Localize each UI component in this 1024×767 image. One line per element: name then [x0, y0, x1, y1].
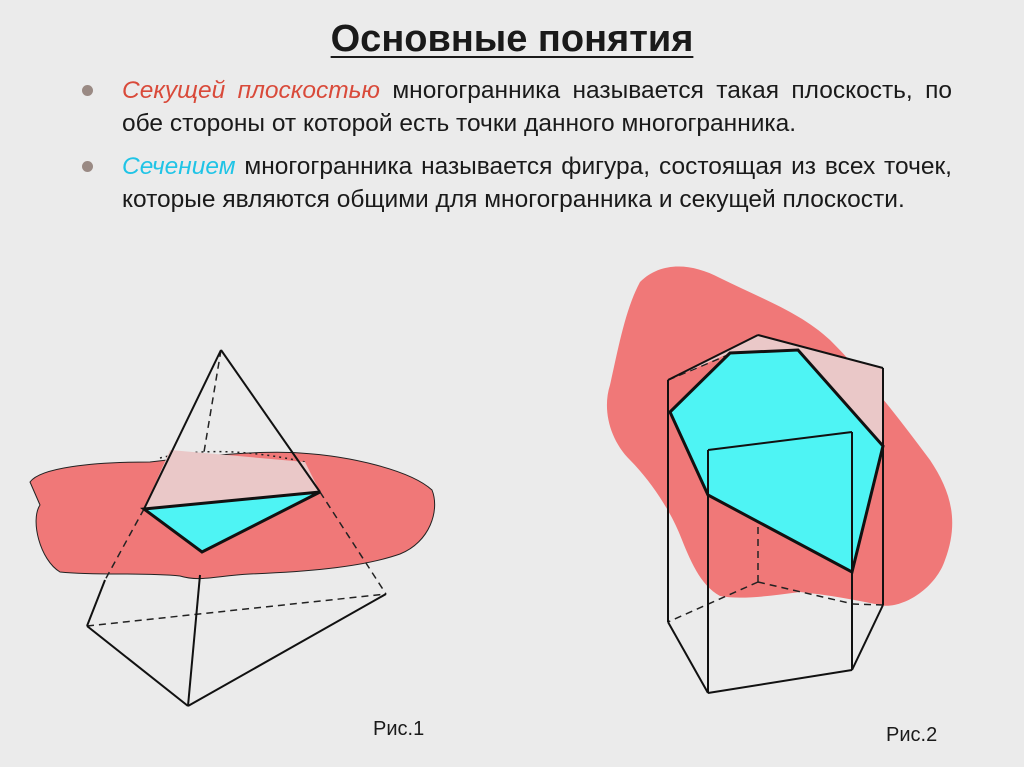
cutting-plane-1 [30, 452, 435, 578]
definition-text: многогранника называется фигура, состоящая из всех точек, которые являются общими для многогранника и секущей плоскости. [122, 153, 952, 213]
definition-cutting-plane [80, 74, 952, 140]
section-upper-pale [144, 450, 320, 509]
term-cutting-plane: Секущей плоскостью [122, 77, 380, 104]
cutting-plane-2 [607, 266, 952, 605]
section-polygon-1 [144, 492, 320, 552]
definition-section [80, 150, 952, 216]
figure-2-caption: Рис.2 [886, 724, 938, 746]
bullet-dot-icon [82, 161, 93, 172]
section-polygon-2 [670, 350, 883, 572]
bullet-dot-icon [82, 85, 93, 96]
term-section: Сечением [122, 153, 236, 180]
figure-1-pyramid [30, 350, 435, 706]
slide-title: Основные понятия [330, 18, 694, 60]
top-face-pale [668, 335, 883, 446]
figure-2-prism [607, 266, 952, 693]
figure-1-caption: Рис.1 [373, 718, 425, 740]
definitions-list [80, 74, 952, 226]
definition-text: многогранника называется такая плоскость, по обе стороны от которой есть точки данного многогранника. [122, 77, 952, 137]
